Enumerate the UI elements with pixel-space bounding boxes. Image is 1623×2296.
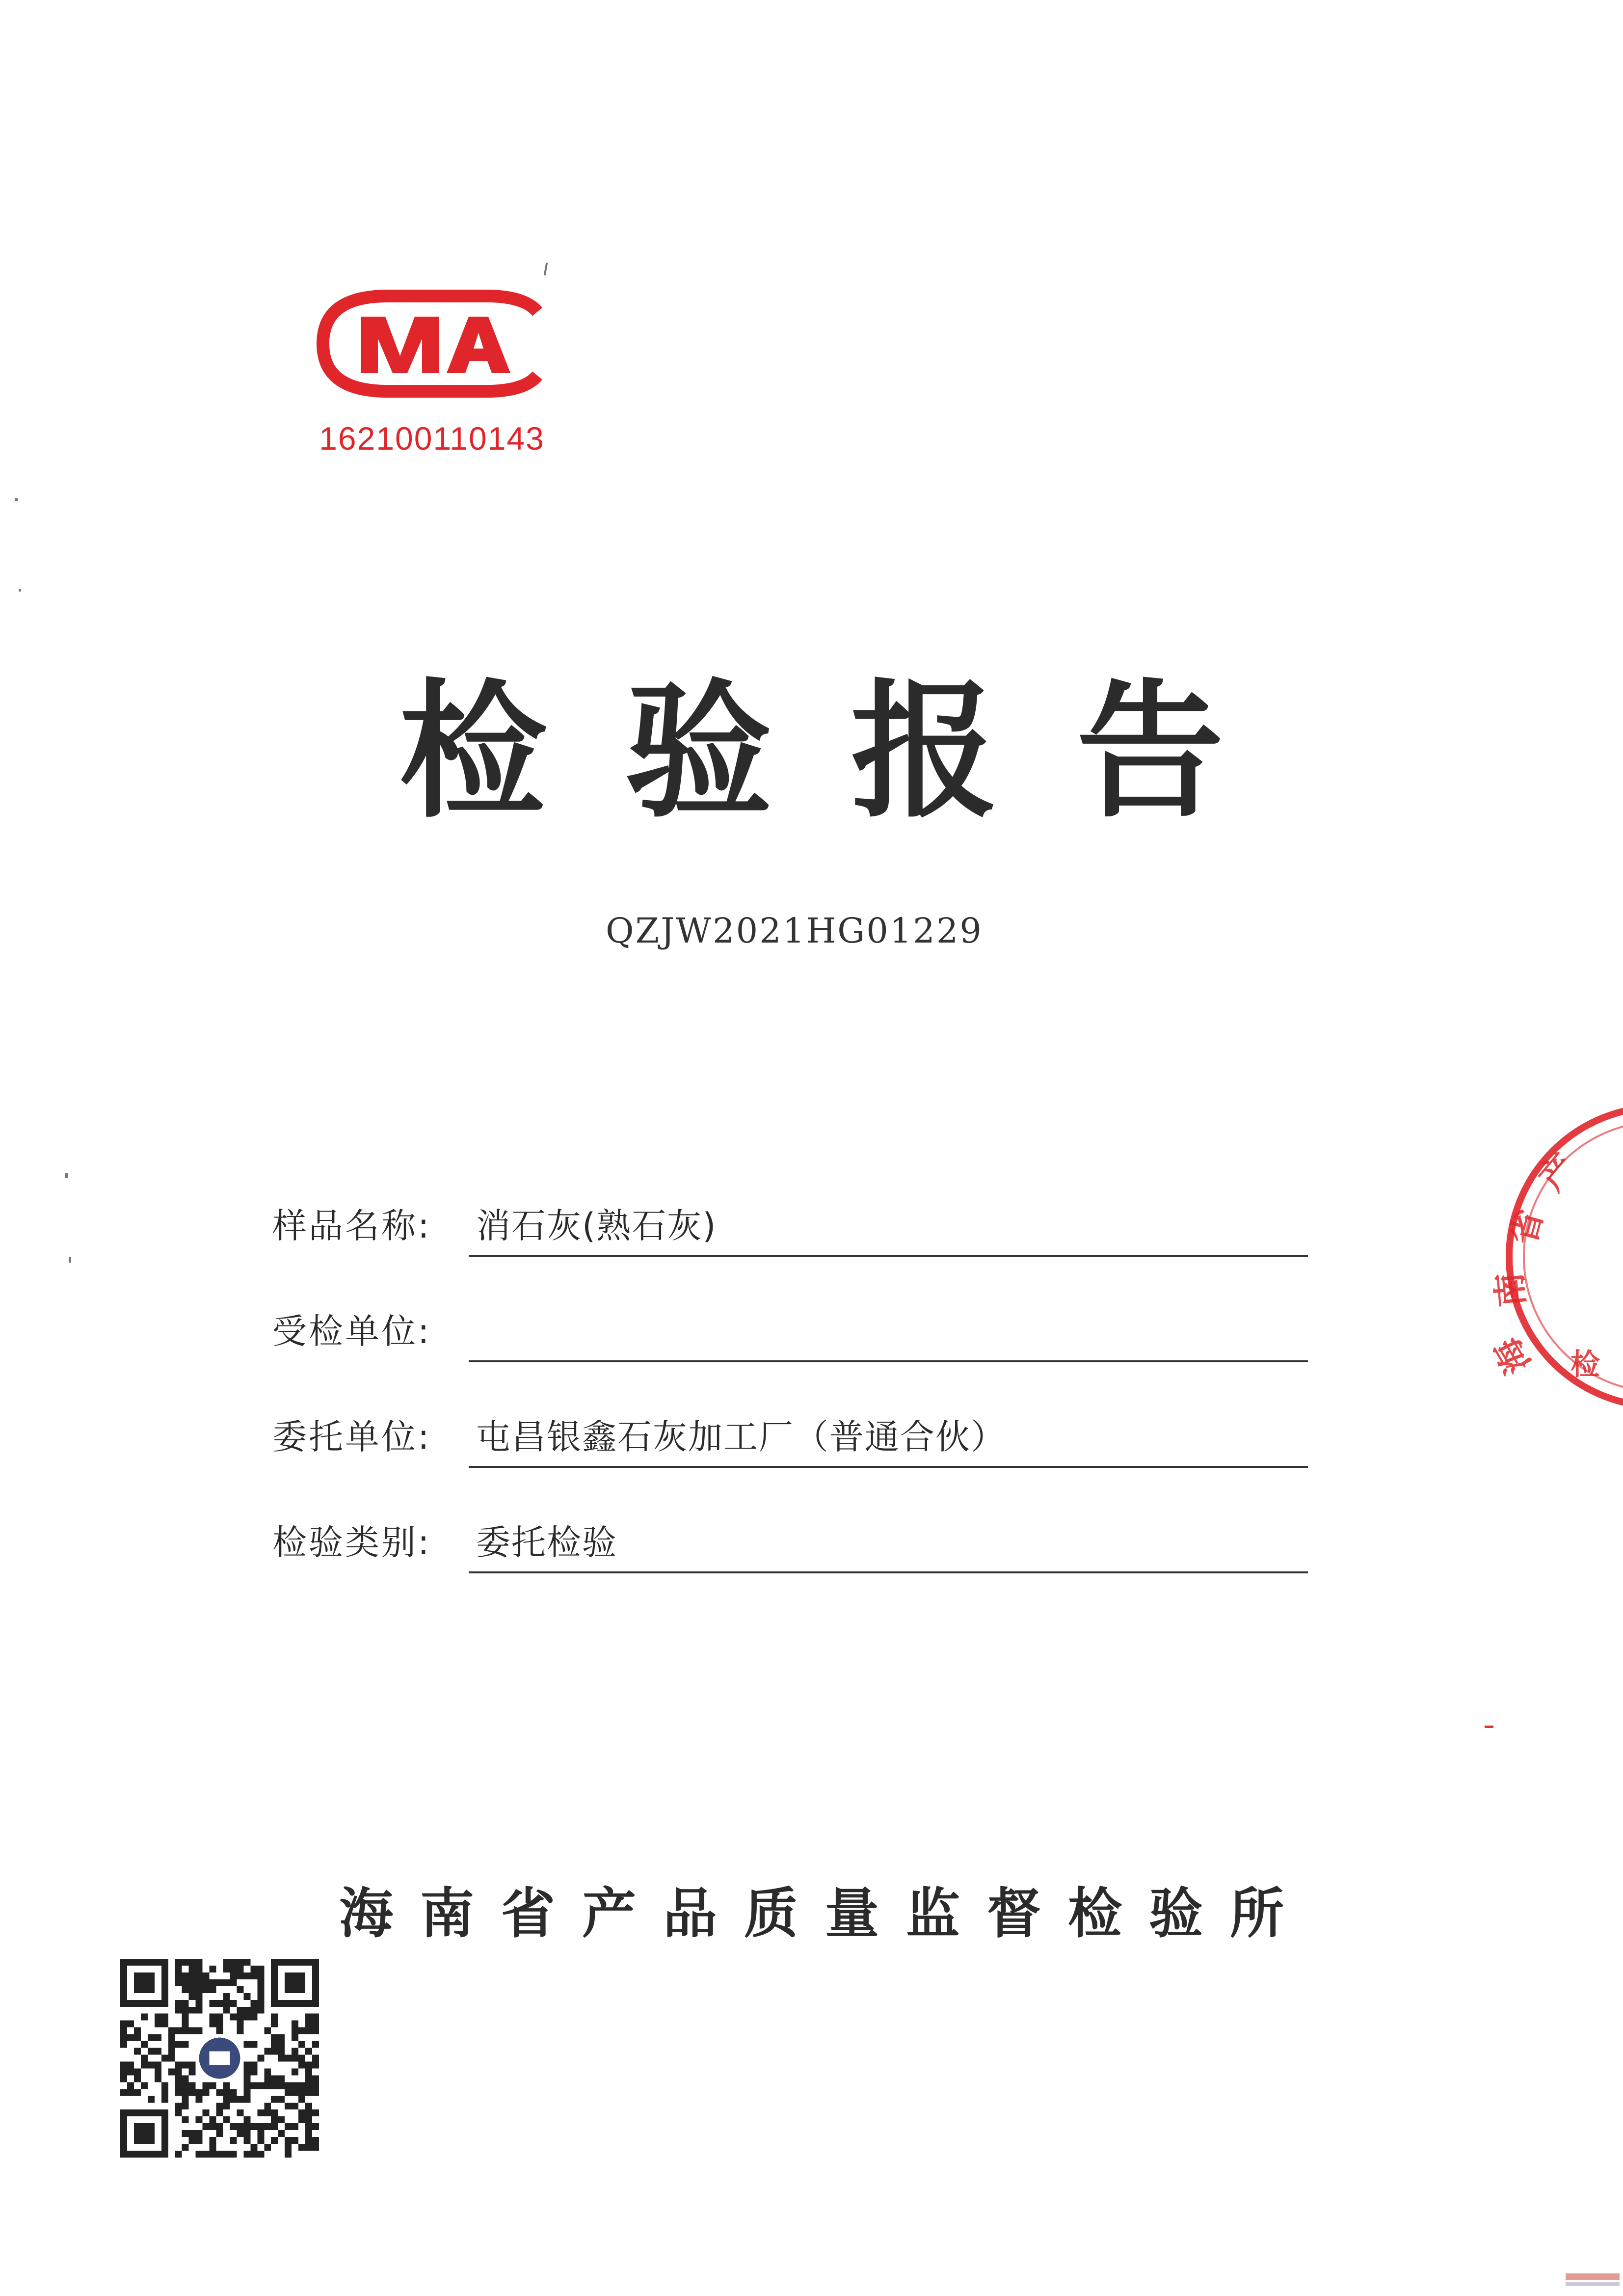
field-underline (469, 1255, 1308, 1257)
seal-icon (1486, 1100, 1623, 1414)
field-inspection-type (272, 1514, 1308, 1573)
qr-code-icon (120, 1959, 319, 2158)
field-label: 委托单位: (272, 1417, 431, 1457)
scan-artifact (19, 589, 21, 592)
field-label: 受检单位: (272, 1311, 431, 1351)
field-label: 样品名称: (272, 1206, 431, 1246)
svg-text:海: 海 (1486, 1330, 1539, 1381)
svg-text:检: 检 (1570, 1348, 1600, 1382)
scan-artifact (65, 1173, 68, 1178)
cma-logo-icon (314, 287, 550, 400)
scan-artifact (69, 1257, 71, 1263)
report-number: QZJW2021HG01229 (606, 911, 983, 951)
cma-certificate-number: 162100110143 (319, 420, 545, 457)
watermark-icon (1566, 2270, 1620, 2290)
field-label: 检验类别: (272, 1522, 431, 1563)
svg-text:省: 省 (1503, 1205, 1551, 1249)
field-value: 消石灰(熟石灰) (476, 1206, 717, 1246)
report-title: 检验报告 (399, 666, 1303, 837)
field-underline (469, 1360, 1308, 1362)
scan-artifact (1485, 1726, 1493, 1728)
scan-artifact (15, 498, 18, 501)
field-underline (469, 1571, 1308, 1573)
institute-name: 海南省产品质量监督检验所 (339, 1882, 1311, 1945)
field-client-unit (272, 1409, 1308, 1468)
field-underline (469, 1466, 1308, 1468)
field-value: 委托检验 (476, 1522, 617, 1563)
field-inspected-unit (272, 1303, 1308, 1362)
scan-artifact (544, 263, 548, 275)
field-value: 屯昌银鑫石灰加工厂（普通合伙） (476, 1417, 1006, 1457)
field-sample-name (272, 1198, 1308, 1257)
svg-text:产: 产 (1531, 1146, 1585, 1198)
svg-text:南: 南 (1489, 1270, 1532, 1309)
